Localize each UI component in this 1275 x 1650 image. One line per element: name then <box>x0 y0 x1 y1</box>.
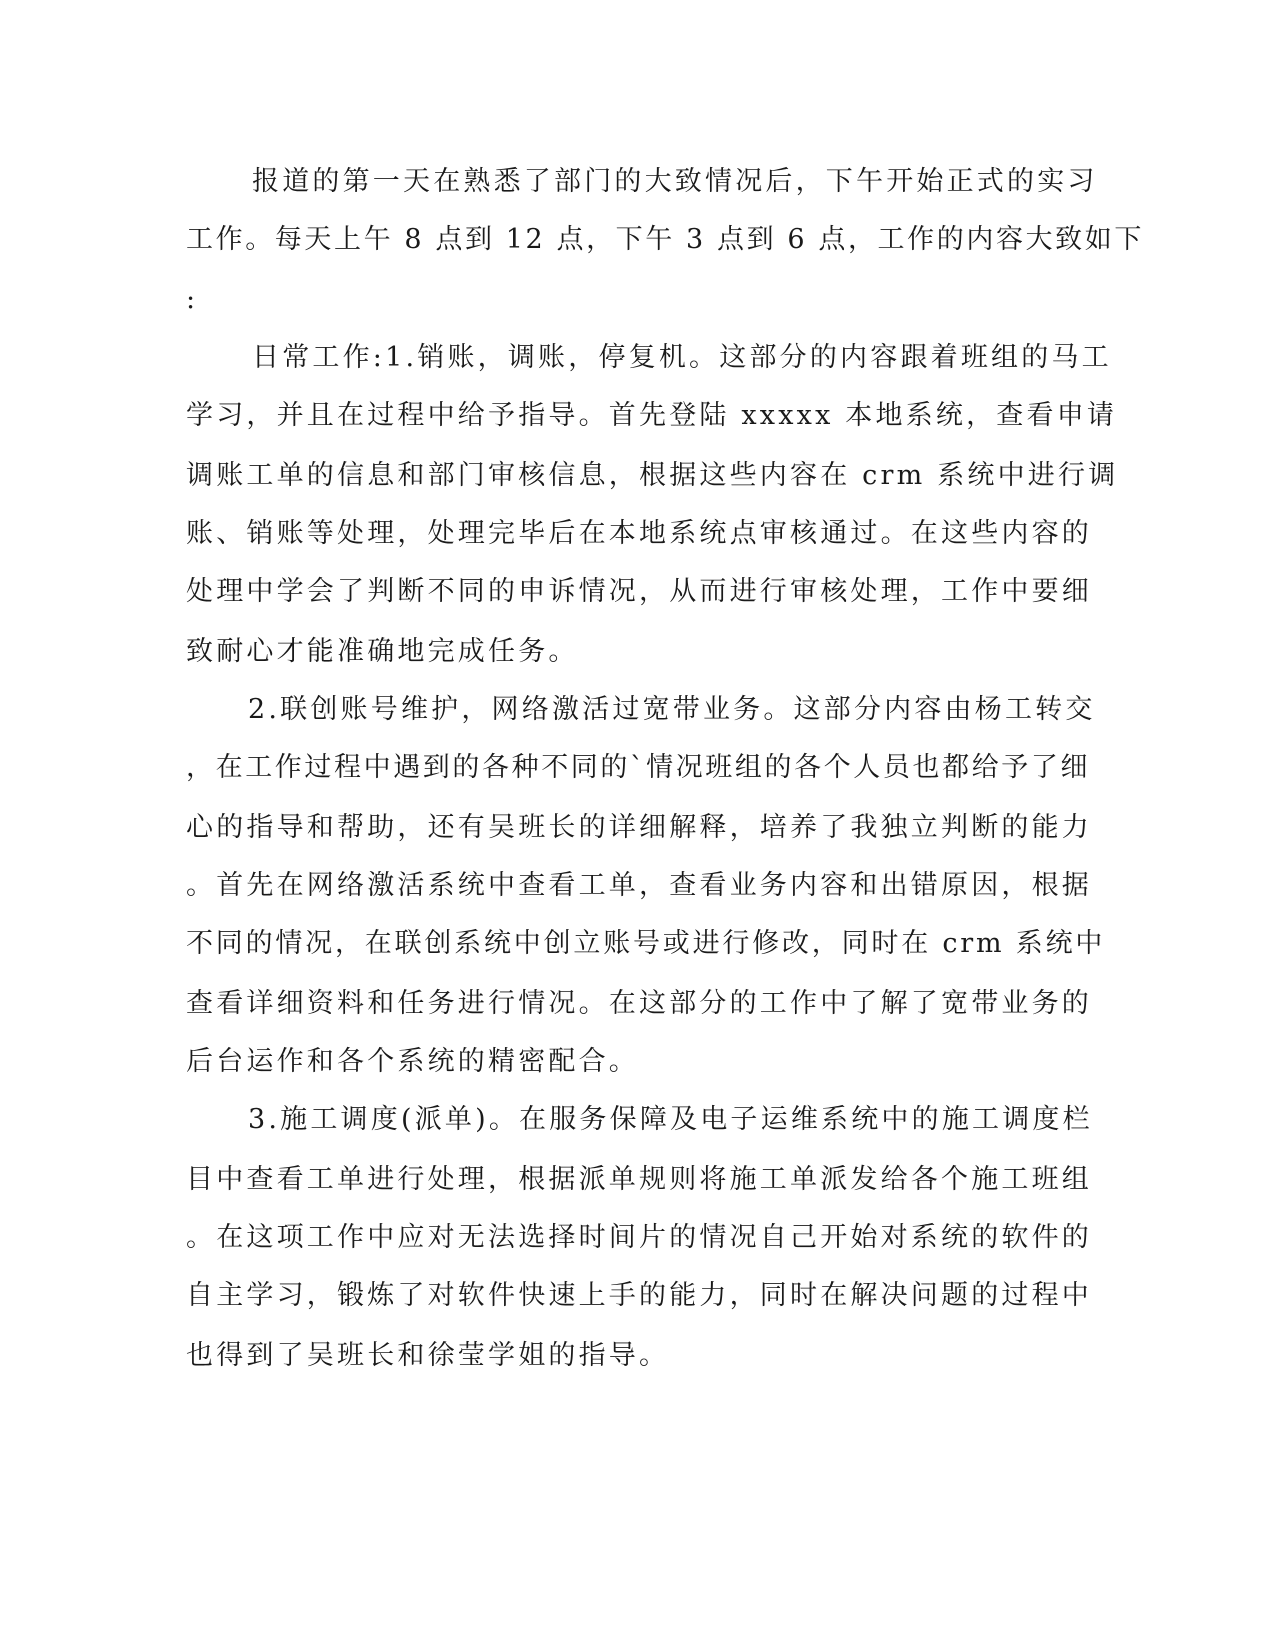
text-line-10: 2.联创账号维护，网络激活过宽带业务。这部分内容由杨工转交 <box>248 694 1096 725</box>
text-line-4: 日常工作:1.销账，调账，停复机。这部分的内容跟着班组的马工 <box>252 342 1112 373</box>
text-line-18: 目中查看工单进行处理，根据派单规则将施工单派发给各个施工班组 <box>186 1164 1092 1195</box>
text-line-6: 调账工单的信息和部门审核信息，根据这些内容在 crm 系统中进行调 <box>186 460 1119 491</box>
text-line-13: 。首先在网络激活系统中查看工单，查看业务内容和出错原因，根据 <box>186 870 1092 901</box>
text-line-21: 也得到了吴班长和徐莹学姐的指导。 <box>186 1340 670 1371</box>
text-line-12: 心的指导和帮助，还有吴班长的详细解释，培养了我独立判断的能力 <box>186 812 1092 843</box>
text-line-8: 处理中学会了判断不同的申诉情况，从而进行审核处理，工作中要细 <box>186 576 1092 607</box>
text-line-5: 学习，并且在过程中给予指导。首先登陆 xxxxx 本地系统，查看申请 <box>186 400 1118 431</box>
text-line-20: 自主学习，锻炼了对软件快速上手的能力，同时在解决问题的过程中 <box>186 1280 1092 1311</box>
text-line-17: 3.施工调度(派单)。在服务保障及电子运维系统中的施工调度栏 <box>248 1104 1093 1135</box>
text-line-7: 账、销账等处理，处理完毕后在本地系统点审核通过。在这些内容的 <box>186 518 1092 549</box>
text-line-1: 报道的第一天在熟悉了部门的大致情况后，下午开始正式的实习 <box>252 166 1098 197</box>
text-line-14: 不同的情况，在联创系统中创立账号或进行修改，同时在 crm 系统中 <box>186 928 1106 959</box>
text-line-3: : <box>186 284 199 315</box>
text-line-2: 工作。每天上午 8 点到 12 点，下午 3 点到 6 点，工作的内容大致如下 <box>186 224 1144 255</box>
text-line-9: 致耐心才能准确地完成任务。 <box>186 636 579 667</box>
text-line-15: 查看详细资料和任务进行情况。在这部分的工作中了解了宽带业务的 <box>186 988 1092 1019</box>
text-line-16: 后台运作和各个系统的精密配合。 <box>186 1046 639 1077</box>
text-line-11: ，在工作过程中遇到的各种不同的`情况班组的各个人员也都给予了细 <box>186 752 1091 783</box>
text-line-19: 。在这项工作中应对无法选择时间片的情况自己开始对系统的软件的 <box>186 1222 1092 1253</box>
